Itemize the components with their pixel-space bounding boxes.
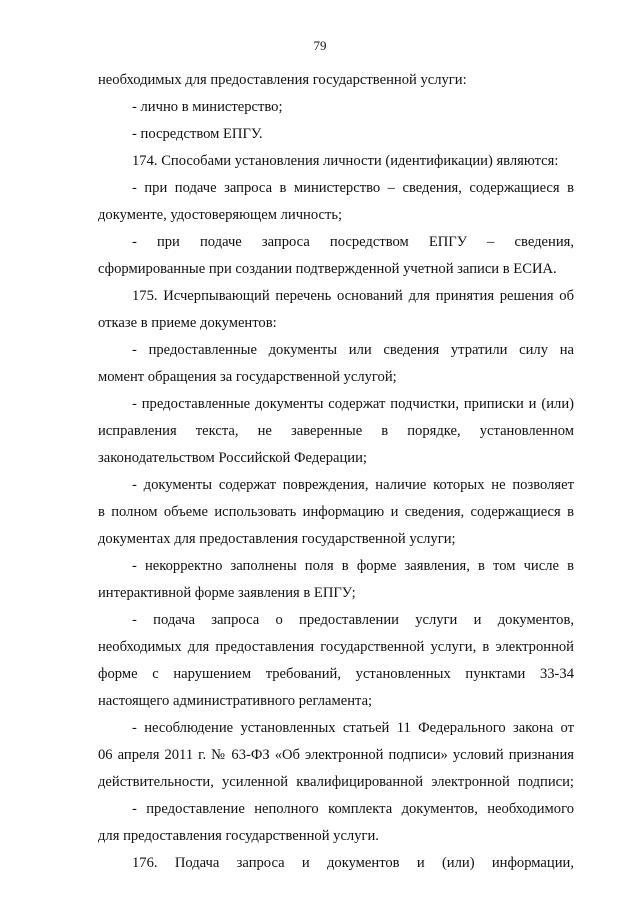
paragraph-175-heading: 175. Исчерпывающий перечень оснований для принятия решения об xyxy=(132,288,574,304)
paragraph-174-heading: 174. Способами установления личности (идентификации) являются: xyxy=(132,153,559,169)
list-item: - некорректно заполнены поля в форме заявления, в том числе в xyxy=(132,558,574,574)
text-line: действительности, усиленной квалифицированной электронной подписи; xyxy=(98,774,574,790)
list-item: - предоставление неполного комплекта документов, необходимого xyxy=(132,801,574,817)
text-line: сформированные при создании подтвержденной учетной записи в ЕСИА. xyxy=(98,261,557,277)
text-line: исправления текста, не заверенные в порядке, установленном xyxy=(98,423,574,439)
list-item: - при подаче запроса посредством ЕПГУ – сведения, xyxy=(132,234,574,250)
page-number: 79 xyxy=(313,38,327,53)
text-line: законодательством Российской Федерации; xyxy=(98,450,367,466)
text-line: форме с нарушением требований, установленных пунктами 33-34 xyxy=(98,666,574,682)
list-item: - при подаче запроса в министерство – сведения, содержащиеся в xyxy=(132,180,574,196)
text-line: момент обращения за государственной услугой; xyxy=(98,369,397,385)
text-line: необходимых для предоставления государственной услуги, в электронной xyxy=(98,639,574,655)
text-line: документах для предоставления государственной услуги; xyxy=(98,531,456,547)
paragraph-176-heading: 176. Подача запроса и документов и (или) информации, xyxy=(132,855,574,871)
text-line: настоящего административного регламента; xyxy=(98,693,373,709)
text-line: необходимых для предоставления государственной услуги: xyxy=(98,72,467,88)
text-line: в полном объеме использовать информацию и сведения, содержащиеся в xyxy=(98,504,574,520)
text-line: 06 апреля 2011 г. № 63-ФЗ «Об электронной подписи» условий признания xyxy=(98,747,574,763)
list-item: - предоставленные документы или сведения утратили силу на xyxy=(132,342,574,358)
list-item: - предоставленные документы содержат подчистки, приписки и (или) xyxy=(132,396,574,412)
text-line: для предоставления государственной услуги. xyxy=(98,828,379,844)
text-line: интерактивной форме заявления в ЕПГУ; xyxy=(98,585,356,601)
list-item: - несоблюдение установленных статьей 11 Федерального закона от xyxy=(132,720,574,736)
list-item: - подача запроса о предоставлении услуги и документов, xyxy=(132,612,574,628)
list-item: - документы содержат повреждения, наличие которых не позволяет xyxy=(132,477,574,493)
list-item: - лично в министерство; xyxy=(132,99,283,115)
text-line: отказе в приеме документов: xyxy=(98,315,277,331)
text-line: документе, удостоверяющем личность; xyxy=(98,207,343,223)
list-item: - посредством ЕПГУ. xyxy=(132,126,263,142)
